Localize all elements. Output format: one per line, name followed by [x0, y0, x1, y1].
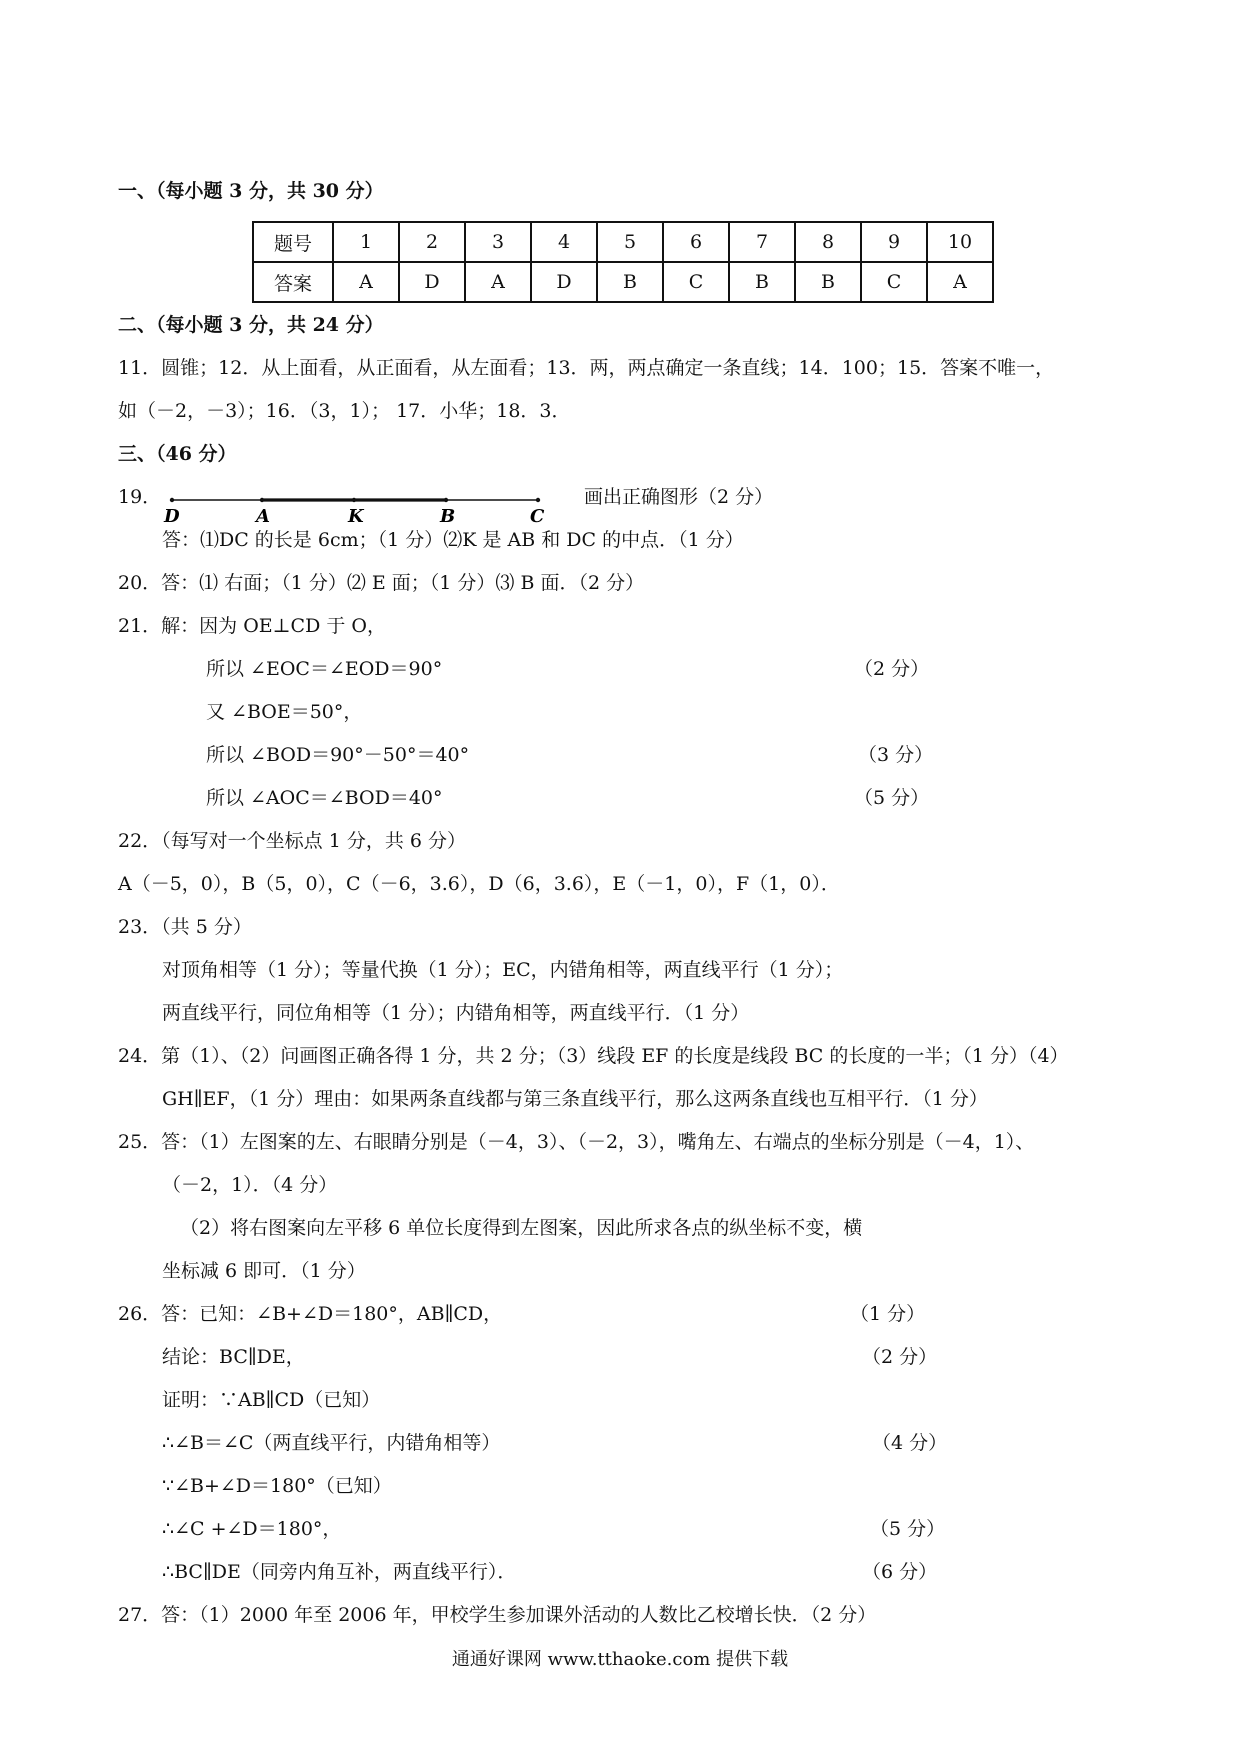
answer-table-answer-row — [253, 262, 993, 302]
number-cell: 1 — [333, 222, 399, 262]
page-footer: 通通好课网 www.tthaoke.com 提供下载 — [451, 1649, 789, 1670]
answer-cell: C — [861, 262, 927, 302]
q21-line-2: 又 ∠BOE＝50°， — [206, 701, 363, 723]
number-cell: 5 — [597, 222, 663, 262]
number-cell: 10 — [927, 222, 993, 262]
answer-cell: B — [597, 262, 663, 302]
label-a: A — [256, 506, 270, 527]
q25-line-2: （－2，1）．（4 分） — [162, 1174, 338, 1196]
number-cell: 2 — [399, 222, 465, 262]
answer-cell: D — [531, 262, 597, 302]
q22-text: A（－5，0），B（5，0），C（－6，3.6），D（6，3.6），E（－1，0），F（1，0）． — [118, 873, 840, 895]
q21-line-4: 所以 ∠AOC＝∠BOD＝40° — [206, 787, 443, 809]
section2-line-2: 如（－2，－3）；16．（3，1）； 17．小华；18．3． — [118, 400, 571, 422]
answer-table-header-row — [253, 222, 993, 262]
q27-text: 27．答：（1）2000 年至 2006 年，甲校学生参加课外活动的人数比乙校增长快．（2 分） — [118, 1604, 877, 1626]
q26-line-7: ∴BC∥DE（同旁内角互补，两直线平行）． — [162, 1561, 517, 1583]
q26-line-5: ∵∠B+∠D＝180°（已知） — [162, 1475, 392, 1497]
label-d: D — [164, 506, 180, 527]
q26-score-7: （6 分） — [862, 1561, 938, 1583]
section2-line-1: 11．圆锥；12．从上面看，从正面看，从左面看；13．两，两点确定一条直线；14．100；15．答案不唯一， — [118, 357, 1055, 379]
point-d — [170, 498, 174, 502]
answer-cell: C — [663, 262, 729, 302]
number-cell: 4 — [531, 222, 597, 262]
q21-line-3: 所以 ∠BOD＝90°－50°＝40° — [206, 744, 470, 766]
answer-cell: B — [729, 262, 795, 302]
q26-score-4: （4 分） — [872, 1432, 948, 1454]
q21-score-4: （5 分） — [854, 787, 930, 809]
answer-table — [252, 221, 994, 303]
section1-title: 一、（每小题 3 分，共 30 分） — [118, 180, 384, 202]
q25-line-3: （2）将右图案向左平移 6 单位长度得到左图案，因此所求各点的纵坐标不变，横 — [180, 1217, 863, 1239]
number-cell: 9 — [861, 222, 927, 262]
q20-text: 20．答：⑴ 右面；（1 分）⑵ E 面；（1 分）⑶ B 面．（2 分） — [118, 572, 645, 594]
point-a — [260, 498, 264, 502]
q19-number: 19． — [118, 486, 162, 508]
q21-intro: 21．解：因为 OE⊥CD 于 O， — [118, 615, 386, 637]
q26-score-6: （5 分） — [870, 1518, 946, 1540]
section2-title: 二、（每小题 3 分，共 24 分） — [118, 314, 384, 336]
answer-cell: A — [333, 262, 399, 302]
q26-line-4: ∴∠B＝∠C（两直线平行，内错角相等） — [162, 1432, 501, 1454]
header-label-cell: 题号 — [253, 222, 333, 262]
section3-title: 三、（46 分） — [118, 443, 237, 465]
q21-score-1: （2 分） — [854, 658, 930, 680]
q26-line-3: 证明：∵AB∥CD（已知） — [162, 1389, 381, 1411]
point-b — [444, 498, 448, 502]
label-b: B — [440, 506, 456, 527]
q23-line-1: 对顶角相等（1 分）；等量代换（1 分）；EC，内错角相等，两直线平行（1 分）； — [162, 959, 844, 981]
q26-line-2: 结论：BC∥DE， — [162, 1346, 305, 1368]
q26-line-6: ∴∠C +∠D＝180°， — [162, 1518, 342, 1540]
q22-title: 22．（每写对一个坐标点 1 分，共 6 分） — [118, 830, 467, 852]
q21-line-1: 所以 ∠EOC＝∠EOD＝90° — [206, 658, 443, 680]
answer-label-cell: 答案 — [253, 262, 333, 302]
q23-line-2: 两直线平行，同位角相等（1 分）；内错角相等，两直线平行．（1 分） — [162, 1002, 750, 1024]
label-c: C — [530, 506, 545, 527]
q26-score-2: （2 分） — [862, 1346, 938, 1368]
segment-diagram — [160, 480, 560, 530]
answer-cell: A — [465, 262, 531, 302]
answer-cell: D — [399, 262, 465, 302]
q26-line-1: 26．答：已知：∠B+∠D＝180°，AB∥CD， — [118, 1303, 503, 1325]
point-k — [352, 498, 356, 502]
q24-line-1: 24．第（1）、（2）问画图正确各得 1 分，共 2 分；（3）线段 EF 的长度是线段 BC 的长度的一半；（1 分）（4） — [118, 1045, 1069, 1067]
q23-title: 23．（共 5 分） — [118, 916, 252, 938]
q25-line-1: 25．答：（1）左图案的左、右眼睛分别是（－4，3）、（－2，3），嘴角左、右端点的坐标分别是（－4，1）、 — [118, 1131, 1035, 1153]
q21-score-3: （3 分） — [858, 744, 934, 766]
label-k: K — [348, 506, 364, 527]
q24-line-2: GH∥EF，（1 分）理由：如果两条直线都与第三条直线平行，那么这两条直线也互相平行．（1 分） — [162, 1088, 988, 1110]
q19-note: 画出正确图形（2 分） — [584, 486, 774, 508]
point-c — [536, 498, 540, 502]
q26-score-1: （1 分） — [850, 1303, 926, 1325]
number-cell: 3 — [465, 222, 531, 262]
answer-cell: A — [927, 262, 993, 302]
number-cell: 6 — [663, 222, 729, 262]
answer-cell: B — [795, 262, 861, 302]
q25-line-4: 坐标减 6 即可．（1 分） — [162, 1260, 366, 1282]
number-cell: 7 — [729, 222, 795, 262]
number-cell: 8 — [795, 222, 861, 262]
q19-answer: 答：⑴DC 的长是 6cm；（1 分）⑵K 是 AB 和 DC 的中点．（1 分） — [162, 529, 744, 551]
